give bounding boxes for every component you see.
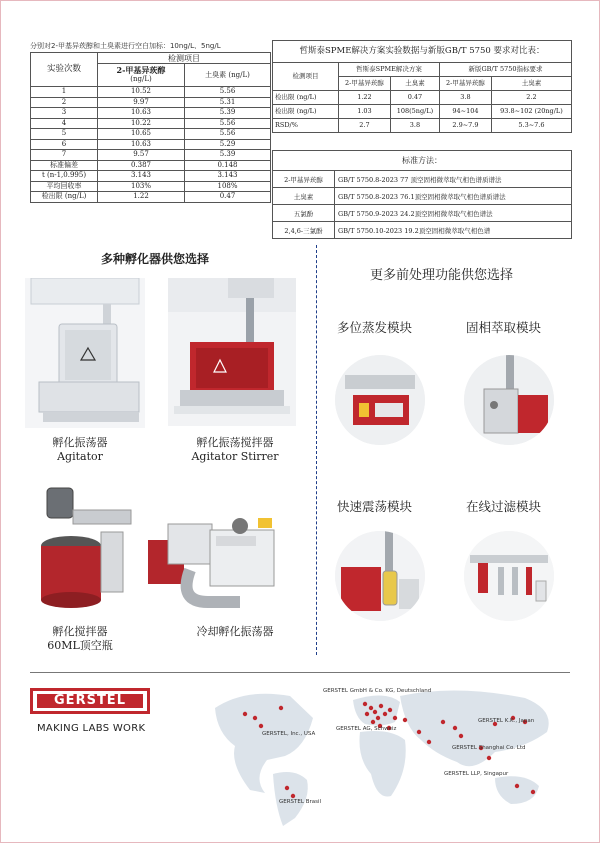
method-text: GB/T 5750.10-2023 19.2顶空固相微萃取气相色谱 <box>335 222 572 239</box>
office-location-dot <box>291 794 295 798</box>
table-row <box>31 97 271 108</box>
table-cell: 10.63 <box>98 108 185 119</box>
office-singapore: GERSTEL LLP, Singapur <box>444 771 509 777</box>
footer-rule <box>30 672 570 673</box>
table-row <box>31 171 271 182</box>
table-cell: 3.143 <box>98 171 185 182</box>
table-row <box>273 171 572 188</box>
table-cell: 标准偏差 <box>31 160 98 171</box>
filtration-module-image <box>464 531 554 621</box>
incubator-section-title: 多种孵化器供您选择 <box>101 252 210 266</box>
table-row <box>273 188 572 205</box>
table-cell: 10.63 <box>98 139 185 150</box>
product-en-agitator: Agitator <box>57 450 103 463</box>
table-cell: 10.52 <box>98 87 185 98</box>
table-row <box>31 87 271 98</box>
table-cell: 0.47 <box>390 91 439 105</box>
gerstel-logo-text: GERSTEL <box>37 694 143 708</box>
table-cell: 3.8 <box>440 91 492 105</box>
module-title-evaporation: 多位蒸发模块 <box>337 320 413 335</box>
gerstel-logo <box>30 688 150 714</box>
shaking-module-image <box>335 531 425 621</box>
comparison-sub-2: 2-甲基异莰醇 <box>440 77 492 91</box>
table-row <box>273 105 572 119</box>
table-cell: 1 <box>31 87 98 98</box>
office-location-dot <box>531 790 535 794</box>
table-cell: 2 <box>31 97 98 108</box>
table-row <box>31 118 271 129</box>
office-shanghai: GERSTEL Shanghai Co. Ltd <box>452 745 526 751</box>
office-location-dot <box>515 784 519 788</box>
office-location-dot <box>393 716 397 720</box>
table-cell: 108% <box>185 181 271 192</box>
product-label-stirrer <box>40 625 120 653</box>
table-cell: 5.56 <box>185 118 271 129</box>
col-header-geosmin: 土臭素 (ng/L) <box>185 64 271 87</box>
table-cell: 93.8~102 (20ng/L) <box>491 105 571 119</box>
table-cell: 5.56 <box>185 129 271 140</box>
table-cell: 10.65 <box>98 129 185 140</box>
comparison-col-item: 检测项目 <box>273 63 339 91</box>
method-text: GB/T 5750.8-2023 76.1顶空固相微萃取气相色谱质谱法 <box>335 188 572 205</box>
table-cell: 5.39 <box>185 108 271 119</box>
table-row <box>31 192 271 203</box>
blank-spike-table <box>30 52 271 203</box>
office-location-dot <box>487 756 491 760</box>
table-cell: 0.148 <box>185 160 271 171</box>
office-germany: GERSTEL GmbH & Co. KG, Deutschland <box>323 688 432 694</box>
col-header-mib-name: 2-甲基异莰醇 <box>116 65 166 75</box>
comparison-table <box>272 40 572 133</box>
office-location-dot <box>379 704 383 708</box>
product-label-agitator <box>45 436 115 464</box>
comparison-sub-3: 土臭素 <box>491 77 571 91</box>
evaporation-module-image <box>335 355 425 445</box>
table-cell: t (n-1,0.995) <box>31 171 98 182</box>
office-brazil: GERSTEL Brasil <box>279 799 322 805</box>
section-divider <box>316 245 317 655</box>
table-cell: 5.31 <box>185 97 271 108</box>
table-cell: 2.7 <box>339 119 391 133</box>
table-cell: 1.22 <box>339 91 391 105</box>
product-en-stirrer: 60ML顶空瓶 <box>47 639 113 652</box>
row-label: RSD/% <box>273 119 339 133</box>
comparison-group-a: 哲斯泰SPME解决方案 <box>339 63 440 77</box>
comparison-sub-0: 2-甲基异莰醇 <box>339 77 391 91</box>
office-location-dot <box>279 706 283 710</box>
table-cell: 9.97 <box>98 97 185 108</box>
comparison-sub-1: 土臭素 <box>390 77 439 91</box>
table-cell: 1.03 <box>339 105 391 119</box>
table-cell: 5.39 <box>185 150 271 161</box>
table-cell: 7 <box>31 150 98 161</box>
table-cell: 5.56 <box>185 87 271 98</box>
office-location-dot <box>417 730 421 734</box>
table-cell: 3.143 <box>185 171 271 182</box>
modules-section-title: 更多前处理功能供您选择 <box>370 268 514 283</box>
office-location-dot <box>365 712 369 716</box>
table-cell: 6 <box>31 139 98 150</box>
table-cell: 5 <box>31 129 98 140</box>
table-row <box>31 160 271 171</box>
compound-name: 土臭素 <box>273 188 335 205</box>
slogan: MAKING LABS WORK <box>37 723 146 734</box>
compound-name: 2-甲基异莰醇 <box>273 171 335 188</box>
row-label: 检出限 (ng/L) <box>273 105 339 119</box>
office-location-dot <box>427 740 431 744</box>
world-map <box>195 678 575 828</box>
col-header-group: 检测项目 <box>98 53 271 64</box>
office-location-dot <box>388 708 392 712</box>
cooled-agitator-image <box>148 510 278 610</box>
table1-caption: 分别对2-甲基异莰醇和土臭素进行空白加标：10ng/L、5ng/L <box>30 42 221 50</box>
office-location-dot <box>363 702 367 706</box>
table-cell: 4 <box>31 118 98 129</box>
product-name-stirrer: 孵化搅拌器 <box>52 625 108 638</box>
col-header-mib <box>98 64 185 87</box>
col-header-mib-unit: (ng/L) <box>130 75 152 83</box>
office-location-dot <box>453 726 457 730</box>
table-cell: 103% <box>98 181 185 192</box>
table-cell: 108(5ng/L) <box>390 105 439 119</box>
table-row <box>31 181 271 192</box>
comparison-title: 哲斯泰SPME解决方案实验数据与新版GB/T 5750 要求对比表： <box>273 41 572 63</box>
methods-title: 标准方法： <box>273 151 572 171</box>
office-location-dot <box>383 712 387 716</box>
table-cell: 3 <box>31 108 98 119</box>
product-label-cooled-agitator <box>185 625 285 639</box>
table-cell: 94~104 <box>440 105 492 119</box>
office-usa: GERSTEL, Inc., USA <box>262 731 316 737</box>
office-location-dot <box>369 706 373 710</box>
table-cell: 0.387 <box>98 160 185 171</box>
office-location-dot <box>371 720 375 724</box>
table-row <box>273 91 572 105</box>
office-location-dot <box>285 786 289 790</box>
table-row <box>273 205 572 222</box>
method-text: GB/T 5750.8-2023 77 顶空固相微萃取气相色谱质谱法 <box>335 171 572 188</box>
office-location-dot <box>253 716 257 720</box>
product-name-agitator-stirrer: 孵化振荡搅拌器 <box>196 436 274 449</box>
table-cell: 检出限 (ng/L) <box>31 192 98 203</box>
office-switzerland: GERSTEL AG, Schweiz <box>336 726 397 732</box>
product-label-agitator-stirrer <box>185 436 285 464</box>
agitator-stirrer-image <box>168 278 296 426</box>
office-location-dot <box>243 712 247 716</box>
comparison-group-b: 新版GB/T 5750指标要求 <box>440 63 572 77</box>
compound-name: 五氯酚 <box>273 205 335 222</box>
agitator-image <box>25 278 145 428</box>
product-name-cooled-agitator: 冷却孵化振荡器 <box>196 625 274 638</box>
table-cell: 1.22 <box>98 192 185 203</box>
method-text: GB/T 5750.9-2023 24.2顶空固相微萃取气相色谱法 <box>335 205 572 222</box>
office-location-dot <box>259 724 263 728</box>
table-cell: 5.3~7.6 <box>491 119 571 133</box>
module-title-shaking: 快速震荡模块 <box>337 499 413 514</box>
office-location-dot <box>403 718 407 722</box>
table-row <box>31 129 271 140</box>
table-cell: 10.22 <box>98 118 185 129</box>
table-cell: 3.8 <box>390 119 439 133</box>
office-location-dot <box>376 716 380 720</box>
module-title-spe: 固相萃取模块 <box>466 320 542 335</box>
office-location-dot <box>441 720 445 724</box>
row-label: 检出限 (ng/L) <box>273 91 339 105</box>
table-row <box>31 108 271 119</box>
product-en-agitator-stirrer: Agitator Stirrer <box>191 450 279 463</box>
compound-name: 2,4,6-三氯酚 <box>273 222 335 239</box>
table-cell: 2.2 <box>491 91 571 105</box>
table-row <box>273 119 572 133</box>
table-cell: 0.47 <box>185 192 271 203</box>
table-cell: 平均回收率 <box>31 181 98 192</box>
col-header-run: 实验次数 <box>31 53 98 87</box>
standard-methods-table <box>272 150 572 239</box>
office-location-dot <box>459 734 463 738</box>
table-cell: 5.29 <box>185 139 271 150</box>
spe-module-image <box>464 355 554 445</box>
stirrer-image <box>33 480 133 610</box>
table-row <box>273 222 572 239</box>
table-cell: 9.57 <box>98 150 185 161</box>
office-japan: GERSTEL K.K., Japan <box>478 718 535 724</box>
module-title-filtration: 在线过滤模块 <box>466 499 542 514</box>
table-row <box>31 139 271 150</box>
product-name-agitator: 孵化振荡器 <box>52 436 108 449</box>
table-cell: 2.9~7.9 <box>440 119 492 133</box>
table-row <box>31 150 271 161</box>
office-location-dot <box>373 710 377 714</box>
